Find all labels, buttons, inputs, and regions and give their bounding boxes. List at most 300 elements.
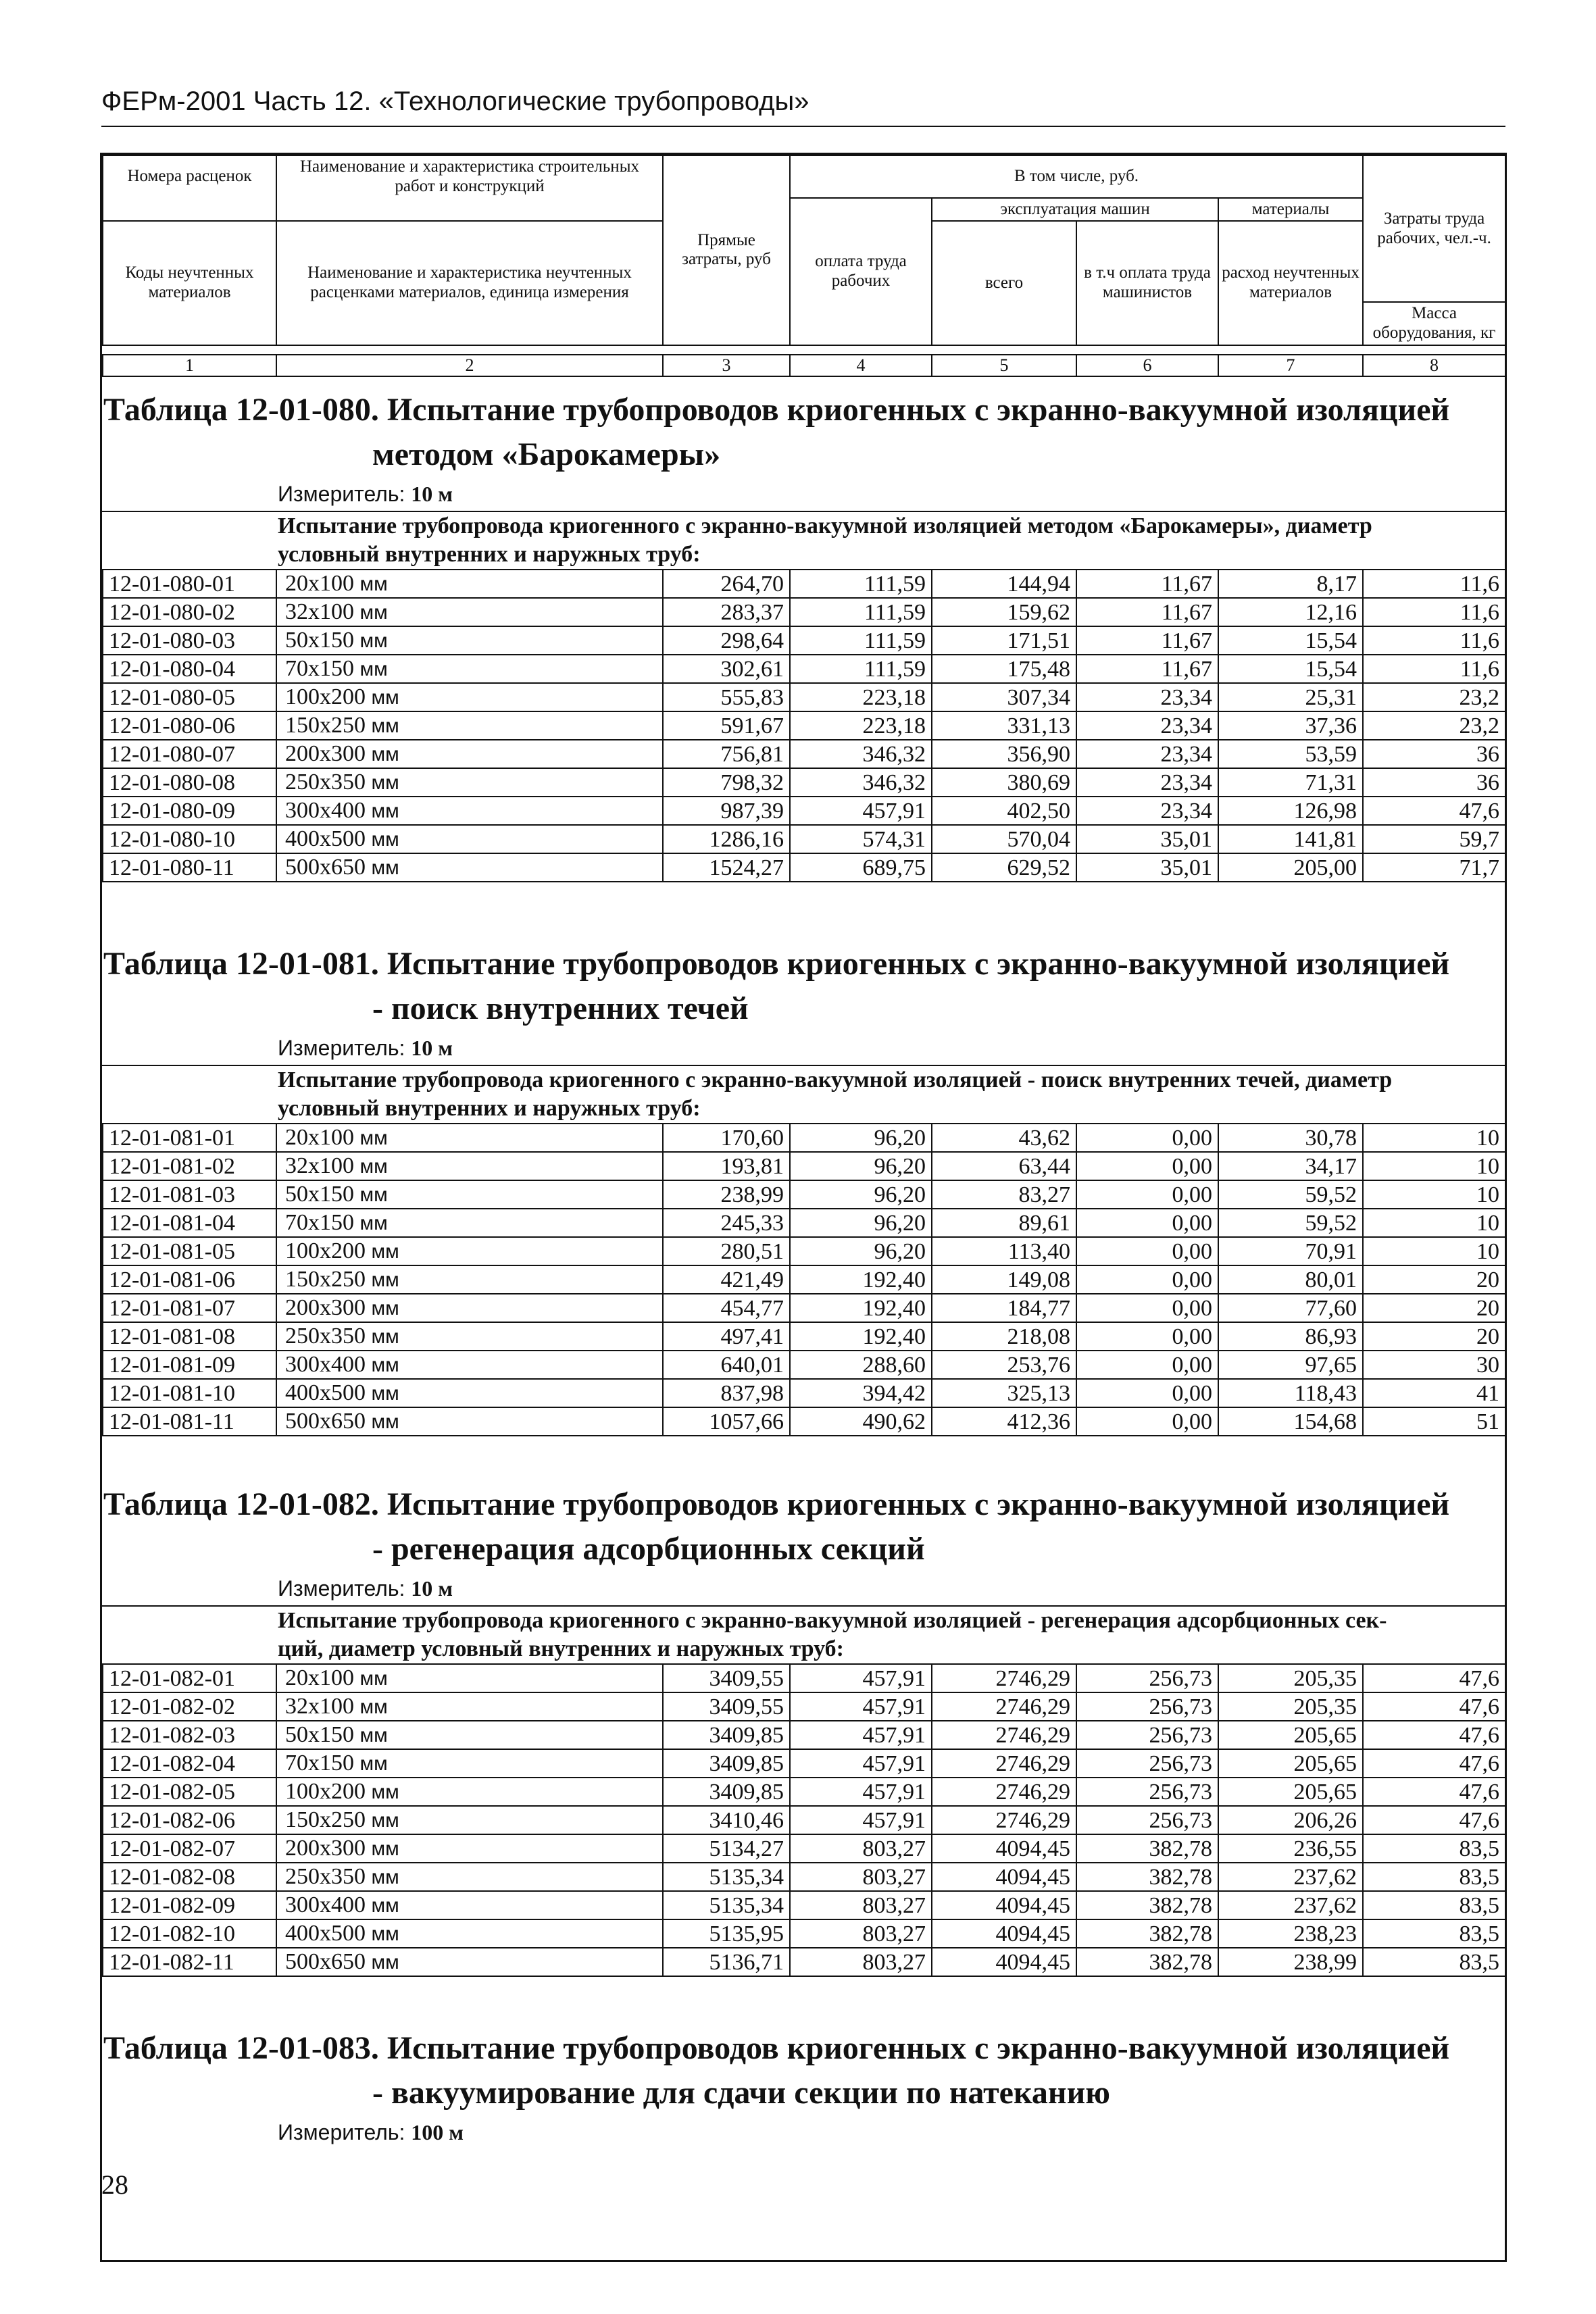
meter-line bbox=[102, 1571, 1505, 1605]
table-row bbox=[103, 1948, 1505, 1976]
col-number: 4 bbox=[790, 355, 932, 376]
section-title-line1: Таблица 12-01-080. Испытание трубопроводов криогенных с экранно-вакуумной изоляцией bbox=[103, 392, 1450, 428]
section-title bbox=[102, 2026, 1505, 2115]
table-row bbox=[103, 797, 1505, 825]
rate-code: 12-01-082-04 bbox=[103, 1749, 276, 1778]
cell-direct: 3409,85 bbox=[663, 1778, 790, 1806]
cell-machines: 113,40 bbox=[932, 1237, 1076, 1265]
cell-machines: 4094,45 bbox=[932, 1891, 1076, 1919]
cell-wages: 457,91 bbox=[790, 1692, 932, 1721]
cell-direct: 798,32 bbox=[663, 768, 790, 797]
rate-name bbox=[276, 1948, 663, 1976]
cell-direct: 238,99 bbox=[663, 1180, 790, 1209]
cell-labor: 47,6 bbox=[1363, 797, 1505, 825]
header-direct-costs: Прямые затраты, руб bbox=[663, 155, 790, 345]
size-unit: мм bbox=[359, 1696, 388, 1718]
cell-machinists: 35,01 bbox=[1076, 825, 1218, 853]
cell-materials: 205,65 bbox=[1218, 1778, 1363, 1806]
cell-materials: 15,54 bbox=[1218, 626, 1363, 655]
rate-code: 12-01-080-08 bbox=[103, 768, 276, 797]
rate-name bbox=[276, 655, 663, 683]
pipe-size: 70х150 bbox=[285, 1210, 354, 1235]
cell-materials: 97,65 bbox=[1218, 1351, 1363, 1379]
cell-materials: 205,65 bbox=[1218, 1749, 1363, 1778]
size-unit: мм bbox=[371, 715, 399, 737]
cell-direct: 3409,55 bbox=[663, 1692, 790, 1721]
cell-materials: 205,35 bbox=[1218, 1664, 1363, 1692]
header-unaccounted-use: расход неучтенных материалов bbox=[1218, 221, 1363, 345]
cell-machines: 184,77 bbox=[932, 1294, 1076, 1322]
cell-materials: 12,16 bbox=[1218, 598, 1363, 626]
cell-wages: 111,59 bbox=[790, 655, 932, 683]
cell-machines: 83,27 bbox=[932, 1180, 1076, 1209]
cell-machinists: 0,00 bbox=[1076, 1152, 1218, 1180]
pipe-size: 150х250 bbox=[285, 713, 366, 738]
cell-direct: 193,81 bbox=[663, 1152, 790, 1180]
rate-name bbox=[276, 1692, 663, 1721]
pipe-size: 100х200 bbox=[285, 684, 366, 709]
table-row bbox=[103, 1379, 1505, 1407]
rate-name bbox=[276, 1806, 663, 1834]
cell-materials: 154,68 bbox=[1218, 1407, 1363, 1436]
cell-machinists: 256,73 bbox=[1076, 1749, 1218, 1778]
meter-label: Измеритель: bbox=[278, 1576, 405, 1601]
size-unit: мм bbox=[359, 1753, 388, 1775]
cell-machinists: 23,34 bbox=[1076, 797, 1218, 825]
rate-name bbox=[276, 1351, 663, 1379]
header-incl: В том числе, руб. bbox=[790, 155, 1363, 198]
section-title bbox=[102, 942, 1505, 1031]
cell-materials: 15,54 bbox=[1218, 655, 1363, 683]
cell-labor: 11,6 bbox=[1363, 655, 1505, 683]
cell-wages: 111,59 bbox=[790, 626, 932, 655]
cell-materials: 118,43 bbox=[1218, 1379, 1363, 1407]
size-unit: мм bbox=[371, 1809, 399, 1832]
cell-materials: 59,52 bbox=[1218, 1209, 1363, 1237]
header-wages: оплата труда рабочих bbox=[790, 198, 932, 345]
cell-wages: 457,91 bbox=[790, 1664, 932, 1692]
meter-line bbox=[102, 2115, 1505, 2149]
cell-wages: 394,42 bbox=[790, 1379, 932, 1407]
cell-machines: 4094,45 bbox=[932, 1863, 1076, 1891]
col-number: 1 bbox=[103, 355, 276, 376]
cell-direct: 280,51 bbox=[663, 1237, 790, 1265]
pipe-size: 32х100 bbox=[285, 1694, 354, 1719]
cell-machinists: 256,73 bbox=[1076, 1664, 1218, 1692]
table-section-083 bbox=[102, 2026, 1505, 2149]
table-row bbox=[103, 1919, 1505, 1948]
rate-code: 12-01-080-04 bbox=[103, 655, 276, 683]
cell-machinists: 0,00 bbox=[1076, 1209, 1218, 1237]
table-row bbox=[103, 1209, 1505, 1237]
size-unit: мм bbox=[371, 772, 399, 794]
meter-value: 100 м bbox=[411, 2120, 464, 2144]
header-unaccounted-name: Наименование и характеристика неучтенных расценками материалов, единица измерения bbox=[276, 221, 663, 345]
size-unit: мм bbox=[371, 1838, 399, 1860]
cell-wages: 457,91 bbox=[790, 1749, 932, 1778]
cell-machines: 325,13 bbox=[932, 1379, 1076, 1407]
cell-machines: 4094,45 bbox=[932, 1948, 1076, 1976]
cell-machinists: 11,67 bbox=[1076, 626, 1218, 655]
cell-machinists: 0,00 bbox=[1076, 1351, 1218, 1379]
table-row bbox=[103, 1180, 1505, 1209]
rate-code: 12-01-080-02 bbox=[103, 598, 276, 626]
cell-materials: 25,31 bbox=[1218, 683, 1363, 711]
section-caption-line2: условный внутренних и наружных труб: bbox=[278, 1096, 701, 1121]
table-row bbox=[103, 1834, 1505, 1863]
size-unit: мм bbox=[359, 1667, 388, 1690]
header-codes: Коды неучтенных материалов bbox=[103, 221, 276, 345]
cell-labor: 47,6 bbox=[1363, 1806, 1505, 1834]
table-row bbox=[103, 740, 1505, 768]
rate-name bbox=[276, 1379, 663, 1407]
table-row bbox=[103, 598, 1505, 626]
cell-wages: 803,27 bbox=[790, 1919, 932, 1948]
pipe-size: 200х300 bbox=[285, 1836, 366, 1861]
cell-wages: 192,40 bbox=[790, 1294, 932, 1322]
col-number: 7 bbox=[1218, 355, 1363, 376]
size-unit: мм bbox=[371, 1240, 399, 1263]
table-row bbox=[103, 1407, 1505, 1436]
meter-label: Измеритель: bbox=[278, 1036, 405, 1060]
rate-name bbox=[276, 1322, 663, 1351]
rate-name bbox=[276, 1124, 663, 1152]
pipe-size: 70х150 bbox=[285, 656, 354, 681]
size-unit: мм bbox=[371, 800, 399, 822]
cell-direct: 591,67 bbox=[663, 711, 790, 740]
header-equipment-mass: Масса оборудования, кг bbox=[1363, 302, 1505, 345]
table-row bbox=[103, 1322, 1505, 1351]
section-title bbox=[102, 1482, 1505, 1571]
cell-materials: 77,60 bbox=[1218, 1294, 1363, 1322]
cell-machines: 159,62 bbox=[932, 598, 1076, 626]
cell-machinists: 256,73 bbox=[1076, 1692, 1218, 1721]
cell-machines: 171,51 bbox=[932, 626, 1076, 655]
cell-labor: 10 bbox=[1363, 1209, 1505, 1237]
cell-machinists: 0,00 bbox=[1076, 1294, 1218, 1322]
size-unit: мм bbox=[371, 686, 399, 709]
rate-name bbox=[276, 825, 663, 853]
size-unit: мм bbox=[371, 1923, 399, 1945]
cell-wages: 457,91 bbox=[790, 1721, 932, 1749]
column-header-table bbox=[102, 155, 1506, 377]
pipe-size: 100х200 bbox=[285, 1779, 366, 1804]
cell-materials: 236,55 bbox=[1218, 1834, 1363, 1863]
rate-name bbox=[276, 1834, 663, 1863]
rate-name bbox=[276, 1294, 663, 1322]
table-row bbox=[103, 683, 1505, 711]
pipe-size: 50х150 bbox=[285, 1182, 354, 1207]
cell-machines: 412,36 bbox=[932, 1407, 1076, 1436]
cell-machines: 43,62 bbox=[932, 1124, 1076, 1152]
size-unit: мм bbox=[371, 1354, 399, 1376]
cell-direct: 5135,34 bbox=[663, 1863, 790, 1891]
rate-name bbox=[276, 1919, 663, 1948]
cell-wages: 192,40 bbox=[790, 1322, 932, 1351]
section-title-line2: - регенерация адсорбционных секций bbox=[372, 1531, 925, 1567]
pipe-size: 200х300 bbox=[285, 1295, 366, 1320]
rate-code: 12-01-081-04 bbox=[103, 1209, 276, 1237]
section-title-line1: Таблица 12-01-083. Испытание трубопроводов криогенных с экранно-вакуумной изоляцией bbox=[103, 2030, 1450, 2066]
rate-name bbox=[276, 570, 663, 598]
cell-wages: 96,20 bbox=[790, 1180, 932, 1209]
cell-direct: 5136,71 bbox=[663, 1948, 790, 1976]
table-row bbox=[103, 1237, 1505, 1265]
cell-wages: 689,75 bbox=[790, 853, 932, 882]
cell-direct: 5135,34 bbox=[663, 1891, 790, 1919]
rate-name bbox=[276, 1209, 663, 1237]
rate-name bbox=[276, 683, 663, 711]
rates-table bbox=[102, 569, 1506, 882]
cell-labor: 47,6 bbox=[1363, 1721, 1505, 1749]
cell-wages: 96,20 bbox=[790, 1124, 932, 1152]
rate-code: 12-01-080-05 bbox=[103, 683, 276, 711]
section-title-line1: Таблица 12-01-082. Испытание трубопроводов криогенных с экранно-вакуумной изоляцией bbox=[103, 1486, 1450, 1522]
cell-machines: 356,90 bbox=[932, 740, 1076, 768]
cell-labor: 51 bbox=[1363, 1407, 1505, 1436]
cell-labor: 23,2 bbox=[1363, 683, 1505, 711]
cell-labor: 11,6 bbox=[1363, 598, 1505, 626]
meter-label: Измеритель: bbox=[278, 482, 405, 506]
cell-machines: 144,94 bbox=[932, 570, 1076, 598]
table-row bbox=[103, 655, 1505, 683]
table-row bbox=[103, 1806, 1505, 1834]
cell-wages: 457,91 bbox=[790, 1778, 932, 1806]
cell-machines: 2746,29 bbox=[932, 1749, 1076, 1778]
cell-direct: 756,81 bbox=[663, 740, 790, 768]
rate-code: 12-01-081-06 bbox=[103, 1265, 276, 1294]
size-unit: мм bbox=[371, 1297, 399, 1319]
cell-machinists: 256,73 bbox=[1076, 1778, 1218, 1806]
table-row bbox=[103, 1664, 1505, 1692]
pipe-size: 100х200 bbox=[285, 1238, 366, 1263]
cell-machinists: 11,67 bbox=[1076, 655, 1218, 683]
rate-name bbox=[276, 1891, 663, 1919]
pipe-size: 300х400 bbox=[285, 798, 366, 823]
rate-name bbox=[276, 768, 663, 797]
cell-materials: 237,62 bbox=[1218, 1863, 1363, 1891]
cell-materials: 237,62 bbox=[1218, 1891, 1363, 1919]
cell-machines: 218,08 bbox=[932, 1322, 1076, 1351]
size-unit: мм bbox=[359, 1155, 388, 1178]
rate-name bbox=[276, 853, 663, 882]
cell-machines: 89,61 bbox=[932, 1209, 1076, 1237]
table-row bbox=[103, 711, 1505, 740]
rate-code: 12-01-081-09 bbox=[103, 1351, 276, 1379]
cell-direct: 555,83 bbox=[663, 683, 790, 711]
cell-materials: 238,99 bbox=[1218, 1948, 1363, 1976]
rates-table bbox=[102, 1663, 1506, 1977]
cell-machines: 2746,29 bbox=[932, 1692, 1076, 1721]
cell-labor: 20 bbox=[1363, 1294, 1505, 1322]
col-number: 5 bbox=[932, 355, 1076, 376]
rate-name bbox=[276, 1152, 663, 1180]
cell-machinists: 23,34 bbox=[1076, 740, 1218, 768]
table-row bbox=[103, 1778, 1505, 1806]
content-frame bbox=[100, 153, 1507, 2262]
cell-direct: 1286,16 bbox=[663, 825, 790, 853]
cell-wages: 803,27 bbox=[790, 1863, 932, 1891]
cell-machines: 4094,45 bbox=[932, 1919, 1076, 1948]
rate-code: 12-01-082-02 bbox=[103, 1692, 276, 1721]
cell-wages: 346,32 bbox=[790, 768, 932, 797]
rate-name bbox=[276, 1180, 663, 1209]
cell-direct: 1057,66 bbox=[663, 1407, 790, 1436]
cell-materials: 205,35 bbox=[1218, 1692, 1363, 1721]
section-caption bbox=[102, 1065, 1505, 1123]
pipe-size: 50х150 bbox=[285, 1722, 354, 1747]
table-row bbox=[103, 768, 1505, 797]
rate-code: 12-01-082-03 bbox=[103, 1721, 276, 1749]
section-caption-line1: Испытание трубопровода криогенного с экранно-вакуумной изоляцией - поиск внутренних течей, диаметр bbox=[278, 1067, 1393, 1092]
cell-machinists: 23,34 bbox=[1076, 683, 1218, 711]
cell-materials: 8,17 bbox=[1218, 570, 1363, 598]
cell-machines: 175,48 bbox=[932, 655, 1076, 683]
cell-machinists: 382,78 bbox=[1076, 1948, 1218, 1976]
col-number: 3 bbox=[663, 355, 790, 376]
cell-labor: 36 bbox=[1363, 740, 1505, 768]
rate-code: 12-01-080-07 bbox=[103, 740, 276, 768]
pipe-size: 400х500 bbox=[285, 826, 366, 851]
cell-labor: 11,6 bbox=[1363, 570, 1505, 598]
size-unit: мм bbox=[359, 601, 388, 624]
cell-materials: 59,52 bbox=[1218, 1180, 1363, 1209]
cell-labor: 83,5 bbox=[1363, 1834, 1505, 1863]
running-head: ФЕРм-2001 Часть 12. «Технологические трубопроводы» bbox=[101, 86, 809, 116]
cell-machinists: 23,34 bbox=[1076, 768, 1218, 797]
cell-labor: 36 bbox=[1363, 768, 1505, 797]
cell-materials: 126,98 bbox=[1218, 797, 1363, 825]
size-unit: мм bbox=[371, 1326, 399, 1348]
cell-machinists: 23,34 bbox=[1076, 711, 1218, 740]
cell-wages: 346,32 bbox=[790, 740, 932, 768]
cell-direct: 302,61 bbox=[663, 655, 790, 683]
cell-direct: 170,60 bbox=[663, 1124, 790, 1152]
table-row bbox=[103, 626, 1505, 655]
section-caption bbox=[102, 1605, 1505, 1663]
table-section-082 bbox=[102, 1482, 1505, 1977]
col-number: 8 bbox=[1363, 355, 1505, 376]
rate-code: 12-01-082-07 bbox=[103, 1834, 276, 1863]
pipe-size: 500х650 bbox=[285, 1949, 366, 1974]
section-caption-line2: ций, диаметр условный внутренних и наружных труб: bbox=[278, 1636, 844, 1661]
pipe-size: 250х350 bbox=[285, 1864, 366, 1889]
pipe-size: 400х500 bbox=[285, 1380, 366, 1405]
table-row bbox=[103, 853, 1505, 882]
header-labor-costs: Затраты труда рабочих, чел.-ч. bbox=[1363, 155, 1505, 302]
rate-code: 12-01-082-10 bbox=[103, 1919, 276, 1948]
cell-labor: 20 bbox=[1363, 1265, 1505, 1294]
cell-materials: 53,59 bbox=[1218, 740, 1363, 768]
rate-name bbox=[276, 1664, 663, 1692]
header-rule bbox=[101, 126, 1505, 127]
cell-wages: 574,31 bbox=[790, 825, 932, 853]
cell-materials: 141,81 bbox=[1218, 825, 1363, 853]
section-caption bbox=[102, 511, 1505, 569]
cell-machinists: 382,78 bbox=[1076, 1863, 1218, 1891]
table-row bbox=[103, 1152, 1505, 1180]
cell-materials: 70,91 bbox=[1218, 1237, 1363, 1265]
pipe-size: 400х500 bbox=[285, 1921, 366, 1946]
rate-name bbox=[276, 1749, 663, 1778]
pipe-size: 500х650 bbox=[285, 855, 366, 880]
size-unit: мм bbox=[359, 573, 388, 595]
rate-code: 12-01-082-06 bbox=[103, 1806, 276, 1834]
cell-direct: 1524,27 bbox=[663, 853, 790, 882]
cell-labor: 41 bbox=[1363, 1379, 1505, 1407]
section-title-line1: Таблица 12-01-081. Испытание трубопроводов криогенных с экранно-вакуумной изоляцией bbox=[103, 946, 1450, 982]
rate-code: 12-01-081-10 bbox=[103, 1379, 276, 1407]
cell-direct: 837,98 bbox=[663, 1379, 790, 1407]
cell-labor: 10 bbox=[1363, 1180, 1505, 1209]
section-caption-line2: условный внутренних и наружных труб: bbox=[278, 542, 701, 567]
cell-direct: 298,64 bbox=[663, 626, 790, 655]
section-title-line2: - поиск внутренних течей bbox=[372, 990, 749, 1026]
section-title-line2: методом «Барокамеры» bbox=[372, 436, 721, 472]
col-number: 6 bbox=[1076, 355, 1218, 376]
rate-name bbox=[276, 711, 663, 740]
cell-direct: 3409,85 bbox=[663, 1721, 790, 1749]
cell-machinists: 0,00 bbox=[1076, 1265, 1218, 1294]
rate-code: 12-01-081-11 bbox=[103, 1407, 276, 1436]
cell-direct: 3409,85 bbox=[663, 1749, 790, 1778]
size-unit: мм bbox=[371, 1894, 399, 1917]
cell-labor: 83,5 bbox=[1363, 1891, 1505, 1919]
rate-code: 12-01-080-09 bbox=[103, 797, 276, 825]
header-rates-no: Номера расценок bbox=[103, 155, 276, 198]
cell-labor: 20 bbox=[1363, 1322, 1505, 1351]
rate-name bbox=[276, 1407, 663, 1436]
cell-machines: 2746,29 bbox=[932, 1664, 1076, 1692]
cell-machinists: 11,67 bbox=[1076, 570, 1218, 598]
cell-labor: 71,7 bbox=[1363, 853, 1505, 882]
section-title bbox=[102, 388, 1505, 477]
table-row bbox=[103, 1692, 1505, 1721]
pipe-size: 200х300 bbox=[285, 741, 366, 766]
cell-labor: 10 bbox=[1363, 1124, 1505, 1152]
cell-direct: 497,41 bbox=[663, 1322, 790, 1351]
cell-wages: 111,59 bbox=[790, 598, 932, 626]
table-section-081 bbox=[102, 942, 1505, 1436]
section-title-line2: - вакуумирование для сдачи секции по натеканию bbox=[372, 2075, 1110, 2111]
cell-materials: 238,23 bbox=[1218, 1919, 1363, 1948]
rate-name bbox=[276, 1237, 663, 1265]
cell-labor: 47,6 bbox=[1363, 1778, 1505, 1806]
cell-machinists: 0,00 bbox=[1076, 1379, 1218, 1407]
rate-name bbox=[276, 598, 663, 626]
cell-wages: 96,20 bbox=[790, 1152, 932, 1180]
cell-wages: 490,62 bbox=[790, 1407, 932, 1436]
cell-materials: 37,36 bbox=[1218, 711, 1363, 740]
cell-labor: 10 bbox=[1363, 1152, 1505, 1180]
cell-direct: 640,01 bbox=[663, 1351, 790, 1379]
cell-machinists: 0,00 bbox=[1076, 1180, 1218, 1209]
table-row bbox=[103, 1749, 1505, 1778]
page-number: 28 bbox=[101, 2169, 128, 2200]
rate-code: 12-01-081-01 bbox=[103, 1124, 276, 1152]
table-row bbox=[103, 1721, 1505, 1749]
table-section-080 bbox=[102, 388, 1505, 882]
cell-wages: 803,27 bbox=[790, 1834, 932, 1863]
cell-machines: 2746,29 bbox=[932, 1806, 1076, 1834]
meter-label: Измеритель: bbox=[278, 2120, 405, 2144]
cell-materials: 205,00 bbox=[1218, 853, 1363, 882]
size-unit: мм bbox=[371, 1781, 399, 1803]
meter-line bbox=[102, 1031, 1505, 1065]
cell-machines: 253,76 bbox=[932, 1351, 1076, 1379]
cell-materials: 80,01 bbox=[1218, 1265, 1363, 1294]
cell-machines: 570,04 bbox=[932, 825, 1076, 853]
